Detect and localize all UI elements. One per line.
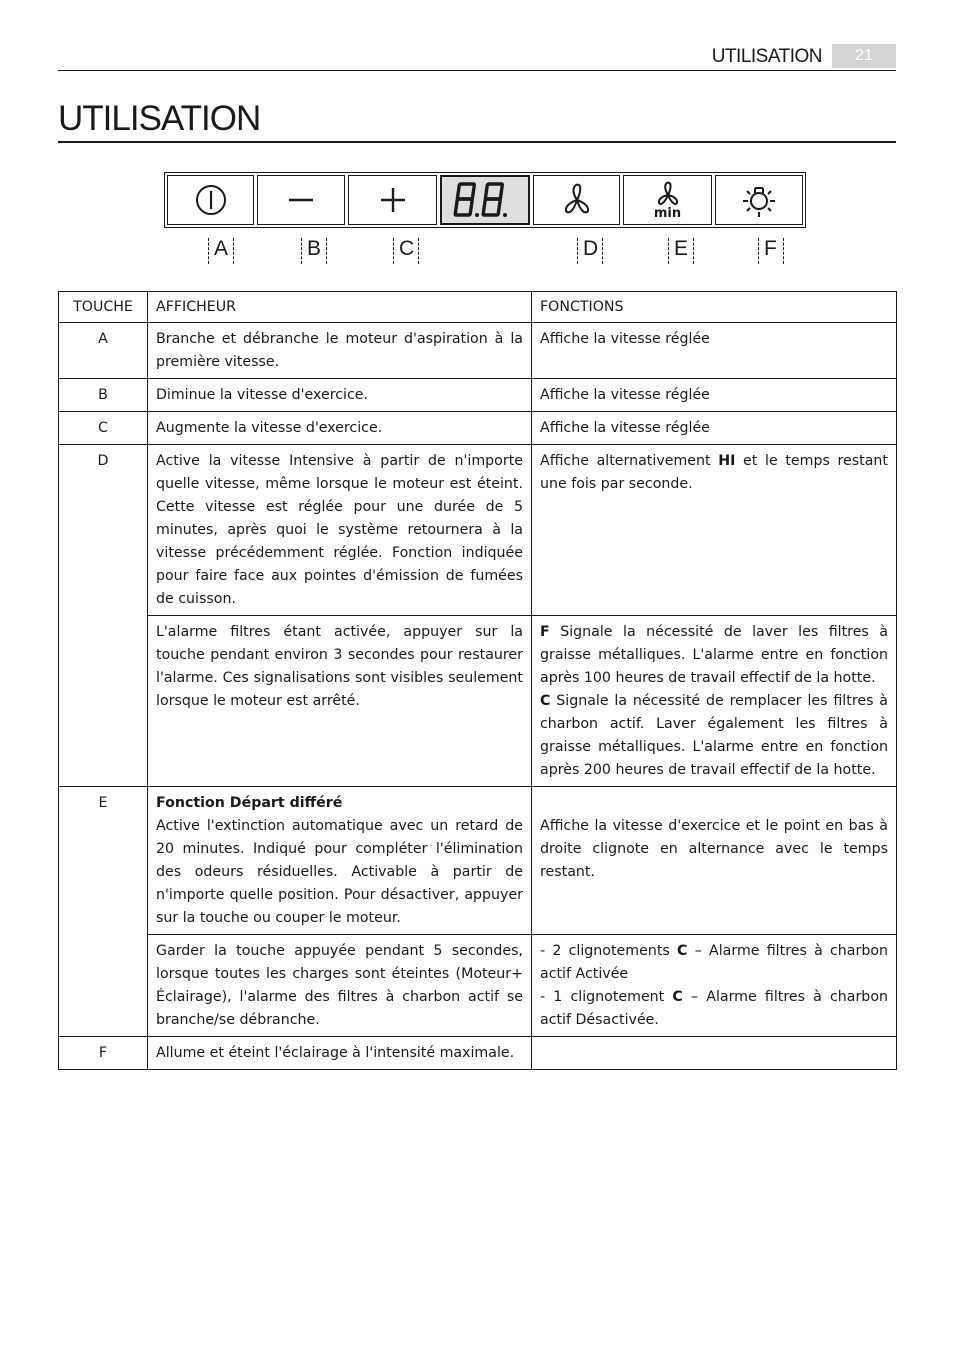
- cell-display-d-alarm: L'alarme filtres étant activée, appuyer sur la touche pendant environ 3 secondes pour restaurer l'alarme. Ces signalisations sont visibles seulement lorsque le moteur est arrêté.: [148, 616, 532, 787]
- key-intensive: [533, 175, 620, 225]
- cell-key-b: B: [59, 379, 148, 412]
- table-row-d-speed: [59, 445, 897, 616]
- cell-display-c: Augmente la vitesse d'exercice.: [148, 412, 532, 445]
- cell-functions-b: Affiche la vitesse réglée: [532, 379, 897, 412]
- key-power: [167, 175, 254, 225]
- header-rule: [58, 70, 896, 71]
- cell-key-a: A: [59, 323, 148, 379]
- cell-functions-d-speed: Affiche alternativement HI et le temps restant une fois par seconde.: [532, 445, 897, 616]
- cell-display-d-speed: Active la vitesse Intensive à partir de n'importe quelle vitesse, même lorsque le moteur est éteint. Cette vitesse est réglée pour une durée de 5 minutes, après quoi le système retournera à la vitesse précédemment réglée. Fonction indiquée pour faire face aux pointes d'émission de fumées de cuisson.: [148, 445, 532, 616]
- fan-min-label: min: [653, 205, 682, 221]
- fan-min-icon: [651, 181, 685, 207]
- header-touche: TOUCHE: [59, 292, 148, 323]
- panel-letter-e: E: [668, 238, 694, 264]
- page-title: UTILISATION: [58, 99, 261, 138]
- table-row-c: [59, 412, 897, 445]
- header-section-label: UTILISATION: [711, 46, 822, 67]
- table-header-row: [59, 292, 897, 323]
- plus-icon: [378, 185, 408, 215]
- table-row-f: [59, 1037, 897, 1070]
- title-rule: [58, 141, 896, 143]
- table-row-e-charcoal: [59, 935, 897, 1037]
- digit-display: [440, 175, 530, 225]
- control-panel-diagram: [164, 172, 806, 228]
- cell-functions-a: Affiche la vitesse réglée: [532, 323, 897, 379]
- power-icon: [194, 183, 228, 217]
- page-number: 21: [832, 44, 896, 68]
- seven-segment-digits: [452, 180, 518, 220]
- cell-key-f: F: [59, 1037, 148, 1070]
- panel-letter-b: B: [301, 238, 327, 264]
- key-plus: [348, 175, 437, 225]
- cell-functions-e-delay: Affiche la vitesse d'exercice et le point en bas à droite clignote en alternance avec le temps restant.: [532, 787, 897, 935]
- table-row-a: [59, 323, 897, 379]
- cell-functions-f: [532, 1037, 897, 1070]
- table-row-d-alarm: [59, 616, 897, 787]
- cell-functions-d-alarm: F Signale la nécessité de laver les filtres à graisse métalliques. L'alarme entre en fonction après 100 heures de travail effectif de la hotte. C Signale la nécessité de remplacer les filtres à charbon actif. Laver également les filtres à graisse métalliques. L'alarme entre en fonction après 200 heures de travail effectif de la hotte.: [532, 616, 897, 787]
- fan-icon: [559, 182, 595, 218]
- filter-f-label: F: [540, 624, 550, 640]
- panel-letter-f: F: [758, 238, 784, 264]
- cell-display-e-charcoal: Garder la touche appuyée pendant 5 secondes, lorsque toutes les charges sont éteintes (Moteur+ Éclairage), l'alarme des filtres à charbon actif se branche/se débranche.: [148, 935, 532, 1037]
- key-minus: [257, 175, 345, 225]
- cell-display-a: Branche et débranche le moteur d'aspiration à la première vitesse.: [148, 323, 532, 379]
- filter-c-label: C: [540, 693, 551, 709]
- hi-label: HI: [718, 453, 736, 469]
- cell-key-d: D: [59, 445, 148, 787]
- panel-letter-c: C: [393, 238, 419, 264]
- cell-display-f: Allume et éteint l'éclairage à l'intensité maximale.: [148, 1037, 532, 1070]
- table-row-b: [59, 379, 897, 412]
- cell-display-e-delay: Fonction Départ différé Active l'extinction automatique avec un retard de 20 minutes. Indiqué pour compléter l'élimination des odeurs résiduelles. Activable à partir de n'importe quelle position. Pour désactiver, appuyer sur la touche ou couper le moteur.: [148, 787, 532, 935]
- header-afficheur: AFFICHEUR: [148, 292, 532, 323]
- cell-display-b: Diminue la vitesse d'exercice.: [148, 379, 532, 412]
- light-icon: [740, 181, 778, 219]
- panel-letter-a: A: [208, 238, 234, 264]
- cell-key-c: C: [59, 412, 148, 445]
- running-header: [58, 44, 896, 70]
- cell-functions-c: Affiche la vitesse réglée: [532, 412, 897, 445]
- header-fonctions: FONCTIONS: [532, 292, 897, 323]
- table-row-e-delay: [59, 787, 897, 935]
- key-light: [715, 175, 803, 225]
- panel-letter-d: D: [577, 238, 603, 264]
- cell-key-e: E: [59, 787, 148, 1037]
- cell-functions-e-charcoal: - 2 clignotements C – Alarme filtres à charbon actif Activée - 1 clignotement C – Alarme filtres à charbon actif Désactivée.: [532, 935, 897, 1037]
- operations-table: [58, 291, 897, 1070]
- minus-icon: [286, 185, 316, 215]
- delay-title: Fonction Départ différé: [156, 795, 343, 811]
- key-fan-min: [623, 175, 712, 225]
